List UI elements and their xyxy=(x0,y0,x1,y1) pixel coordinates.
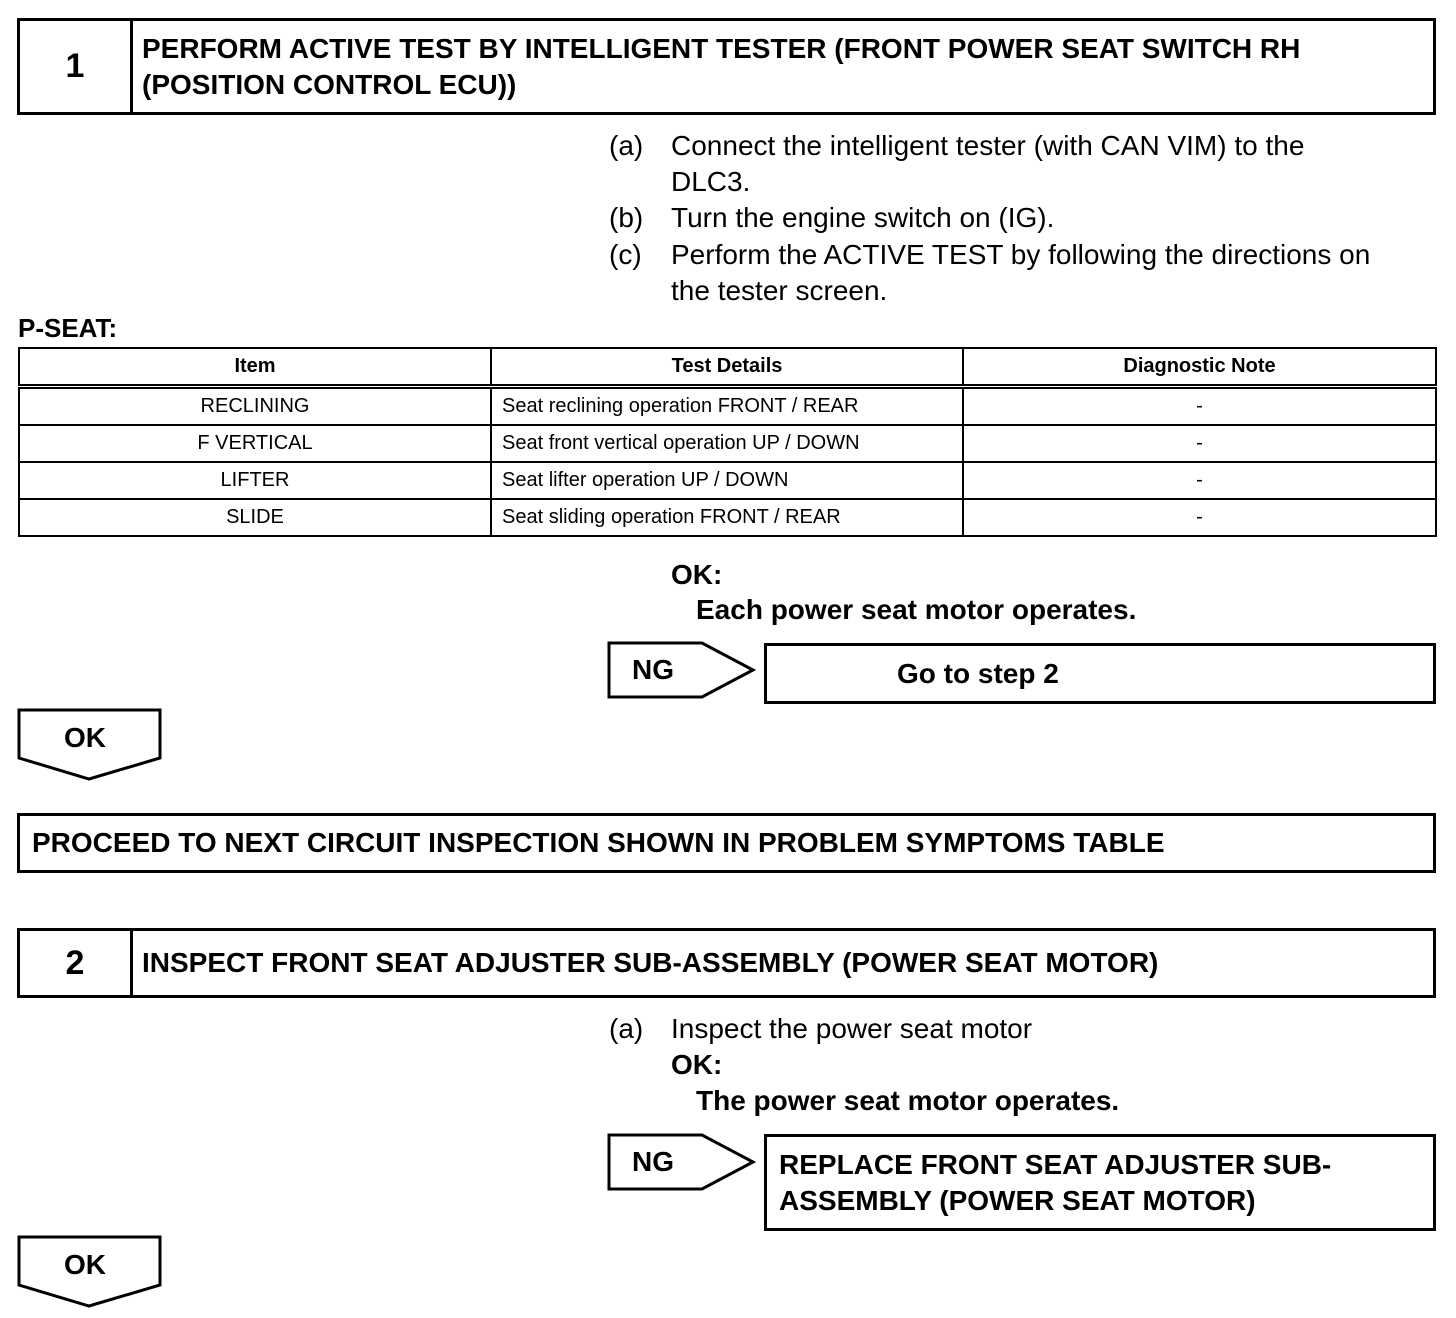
table-cell: F VERTICAL xyxy=(19,425,491,462)
instruction-label: (a) xyxy=(609,130,644,161)
step-2-number: 2 xyxy=(20,931,133,995)
column-header-item: Item xyxy=(19,348,491,387)
step-2-title: INSPECT FRONT SEAT ADJUSTER SUB-ASSEMBLY (POWER SEAT MOTOR) xyxy=(142,947,1159,978)
ng-label: NG xyxy=(632,1146,674,1177)
table-cell: - xyxy=(963,425,1436,462)
ok-arrow-label: OK xyxy=(64,722,106,753)
table-caption: P-SEAT: xyxy=(18,313,118,343)
step-1-title-line2: (POSITION CONTROL ECU)) xyxy=(142,68,517,100)
instruction-text: Turn the engine switch on (IG). xyxy=(671,202,1055,233)
ok-label: OK: xyxy=(671,559,723,590)
table-header-row xyxy=(19,348,1436,387)
instruction-c xyxy=(609,237,1439,309)
table-cell: SLIDE xyxy=(19,499,491,536)
ng-result-text: Go to step 2 xyxy=(897,658,1059,689)
ng-result-text: REPLACE FRONT SEAT ADJUSTER SUB- ASSEMBLY (POWER SEAT MOTOR) xyxy=(779,1149,1332,1216)
ok-arrow-label: OK xyxy=(64,1249,106,1280)
step-1-header xyxy=(17,18,1436,115)
ok-condition-text: Each power seat motor operates. xyxy=(696,594,1137,625)
ok-label: OK: xyxy=(671,1049,723,1080)
ng-arrow-icon xyxy=(607,641,757,701)
table-cell: - xyxy=(963,462,1436,499)
instruction-label: (a) xyxy=(609,1013,644,1044)
instruction-label: (b) xyxy=(609,202,644,233)
ng-label: NG xyxy=(632,654,674,685)
table-row xyxy=(19,462,1436,499)
instruction-text: Inspect the power seat motor xyxy=(671,1013,1033,1044)
active-test-table xyxy=(18,347,1437,537)
ng-arrow-icon xyxy=(607,1133,757,1193)
table-cell: Seat front vertical operation UP / DOWN xyxy=(491,425,963,462)
ok-condition-text: The power seat motor operates. xyxy=(696,1085,1120,1116)
table-row xyxy=(19,425,1436,462)
table-cell: LIFTER xyxy=(19,462,491,499)
instruction-a xyxy=(609,128,1439,200)
proceed-box xyxy=(17,813,1436,873)
table-cell: Seat sliding operation FRONT / REAR xyxy=(491,499,963,536)
step-1-title xyxy=(142,31,1413,103)
step-1-number: 1 xyxy=(20,21,133,112)
instruction-label: (c) xyxy=(609,239,642,270)
step-2-header xyxy=(17,928,1436,998)
table-cell: Seat lifter operation UP / DOWN xyxy=(491,462,963,499)
table-row xyxy=(19,499,1436,536)
table-cell: Seat reclining operation FRONT / REAR xyxy=(491,387,963,426)
instruction-b xyxy=(609,200,1439,236)
instruction-text: Perform the ACTIVE TEST by following the directions on the tester screen. xyxy=(671,239,1371,306)
table-cell: RECLINING xyxy=(19,387,491,426)
table-row xyxy=(19,387,1436,426)
step-1-title-line1: PERFORM ACTIVE TEST BY INTELLIGENT TESTER (FRONT POWER SEAT SWITCH RH xyxy=(142,32,1301,64)
instruction-text: Connect the intelligent tester (with CAN VIM) to the DLC3. xyxy=(671,130,1305,197)
ng-result-box xyxy=(764,643,1436,704)
table-cell: - xyxy=(963,387,1436,426)
proceed-text: PROCEED TO NEXT CIRCUIT INSPECTION SHOWN IN PROBLEM SYMPTOMS TABLE xyxy=(32,827,1165,858)
ng-result-box xyxy=(764,1134,1436,1231)
column-header-diagnostic-note: Diagnostic Note xyxy=(963,348,1436,387)
instruction-a xyxy=(609,1011,1439,1047)
column-header-test-details: Test Details xyxy=(491,348,963,387)
table-cell: - xyxy=(963,499,1436,536)
